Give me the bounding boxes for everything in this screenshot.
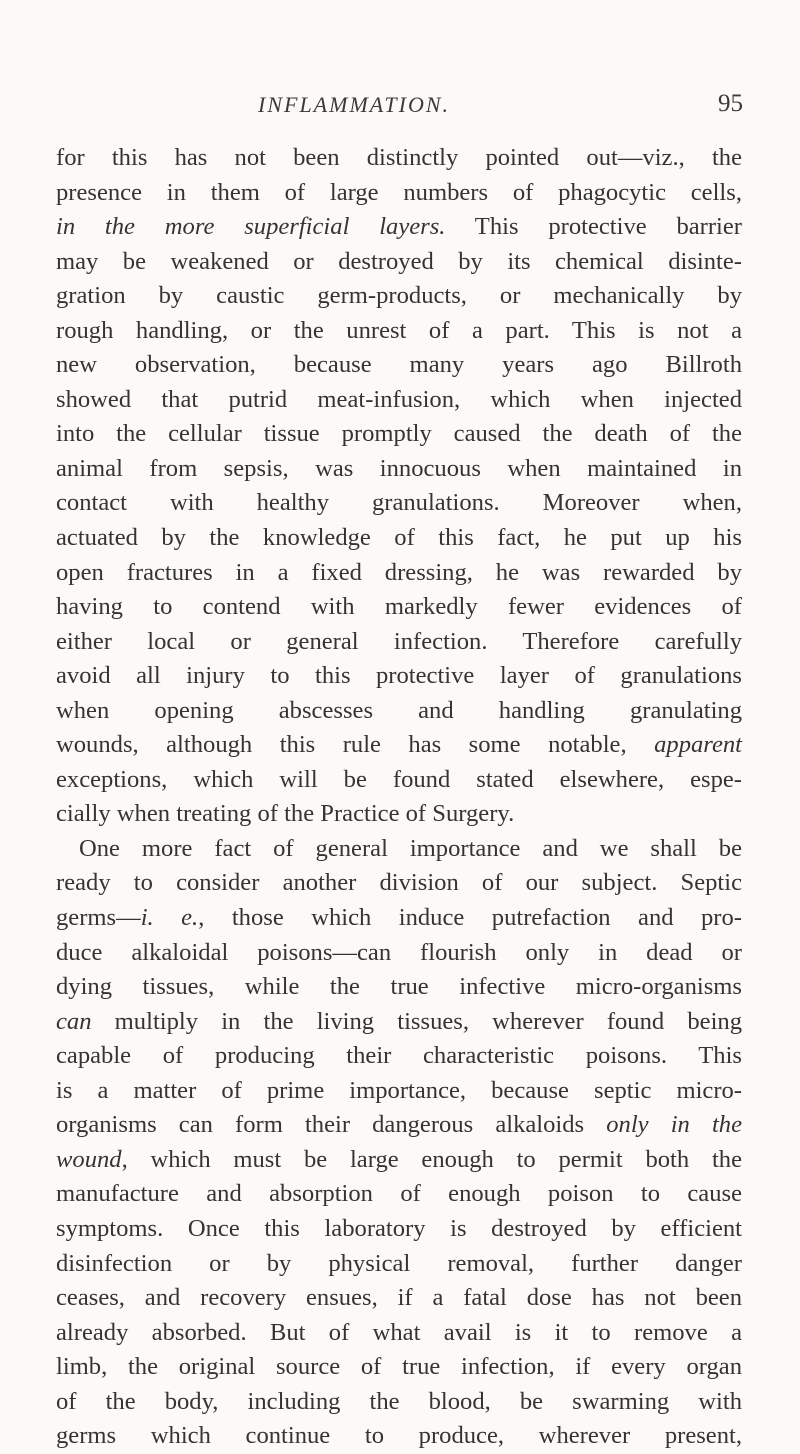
page-number: 95: [718, 90, 743, 117]
text-line: [56, 1316, 742, 1351]
text-line: [56, 659, 742, 694]
text-segment: wound: [56, 1145, 122, 1173]
text-line: [56, 1143, 742, 1178]
text-segment: ceases, and recovery ensues, if a fatal dose has not been: [56, 1284, 742, 1312]
text-segment: duce alkaloidal poisons—can flourish only in dead or: [56, 938, 742, 966]
text-line: [56, 1419, 742, 1454]
text-line: [56, 1350, 742, 1385]
text-segment: rough handling, or the unrest of a part. This is not a: [56, 316, 742, 344]
text-line: [56, 832, 742, 867]
text-line: [56, 936, 742, 971]
text-segment: , those which induce putrefaction and pro-: [198, 904, 742, 932]
text-line: [56, 763, 742, 798]
text-segment: may be weakened or destroyed by its chemical disinte-: [56, 247, 742, 275]
text-segment: manufacture and absorption of enough poison to cause: [56, 1180, 742, 1208]
text-segment: capable of producing their characteristic poisons. This: [56, 1042, 742, 1070]
text-segment: multiply in the living tissues, wherever found being: [91, 1007, 742, 1035]
text-segment: This protective barrier: [445, 213, 742, 241]
text-segment: disinfection or by physical removal, further danger: [56, 1249, 742, 1277]
text-line: [56, 590, 742, 625]
text-segment: , which must be large enough to permit both the: [121, 1145, 742, 1173]
text-segment: exceptions, which will be found stated elsewhere, espe-: [56, 765, 742, 793]
text-line: [56, 694, 742, 729]
text-line: [56, 728, 742, 763]
text-line: [56, 1005, 742, 1040]
text-segment: apparent: [654, 731, 742, 759]
text-segment: contact with healthy granulations. Moreover when,: [56, 489, 742, 517]
text-segment: having to contend with markedly fewer evidences of: [56, 593, 742, 621]
text-segment: One more fact of general importance and we shall be: [79, 834, 742, 862]
text-segment: avoid all injury to this protective layer of granulations: [56, 662, 742, 690]
text-line: [56, 383, 742, 418]
text-segment: can: [56, 1007, 92, 1035]
text-line: [56, 1108, 742, 1143]
text-segment: germs which continue to produce, wherever present,: [56, 1422, 742, 1450]
text-line: [56, 556, 742, 591]
text-line: [56, 176, 742, 211]
text-segment: for this has not been distinctly pointed out—viz., the: [56, 144, 742, 171]
text-line: [56, 1212, 742, 1247]
text-segment: of the body, including the blood, be swarming with: [56, 1387, 742, 1415]
text-segment: showed that putrid meat-infusion, which when injected: [56, 385, 742, 413]
text-line: [56, 279, 742, 314]
text-segment: when opening abscesses and handling granulating: [56, 696, 742, 724]
text-segment: i. e.: [140, 904, 199, 932]
text-line: [56, 1247, 742, 1282]
text-line: [56, 245, 742, 280]
text-line: [56, 1074, 742, 1109]
text-line: [56, 452, 742, 487]
text-line: [56, 866, 742, 901]
text-segment: cially when treating of the Practice of Surgery.: [56, 800, 515, 828]
text-line: [56, 486, 742, 521]
text-segment: wounds, although this rule has some notable,: [56, 731, 655, 759]
text-line: [56, 625, 742, 660]
text-line: [56, 141, 742, 176]
text-line: [56, 797, 742, 832]
text-segment: into the cellular tissue promptly caused the death of the: [56, 420, 742, 448]
text-line: [56, 348, 742, 383]
text-segment: organisms can form their dangerous alkaloids: [56, 1111, 607, 1139]
text-segment: either local or general infection. Therefore carefully: [56, 627, 742, 655]
text-line: [56, 1385, 742, 1420]
text-line: [56, 210, 742, 245]
text-segment: germs—: [56, 904, 141, 932]
running-title: INFLAMMATION.: [258, 92, 451, 117]
text-line: [56, 417, 742, 452]
text-segment: open fractures in a fixed dressing, he was rewarded by: [56, 558, 742, 586]
text-segment: presence in them of large numbers of phagocytic cells,: [56, 178, 742, 206]
text-segment: new observation, because many years ago Billroth: [56, 351, 742, 379]
text-segment: actuated by the knowledge of this fact, he put up his: [56, 524, 742, 552]
text-line: [56, 1177, 742, 1212]
text-segment: animal from sepsis, was innocuous when maintained in: [56, 454, 742, 482]
text-line: [56, 1281, 742, 1316]
text-line: [56, 1039, 742, 1074]
text-segment: limb, the original source of true infection, if every organ: [56, 1353, 742, 1381]
text-segment: in the more superficial layers.: [56, 213, 446, 241]
text-line: [56, 970, 742, 1005]
text-segment: dying tissues, while the true infective micro-organisms: [56, 973, 742, 1001]
text-segment: ready to consider another division of our subject. Septic: [56, 869, 742, 897]
text-line: [56, 901, 742, 936]
text-line: [56, 314, 742, 349]
text-segment: symptoms. Once this laboratory is destroyed by efficient: [56, 1214, 742, 1242]
text-segment: is a matter of prime importance, because septic micro-: [56, 1076, 742, 1104]
text-segment: gration by caustic germ-products, or mechanically by: [56, 282, 742, 310]
text-segment: already absorbed. But of what avail is it to remove a: [56, 1318, 742, 1346]
body-text: [56, 141, 742, 1454]
text-line: [56, 521, 742, 556]
text-segment: only in the: [606, 1111, 742, 1139]
